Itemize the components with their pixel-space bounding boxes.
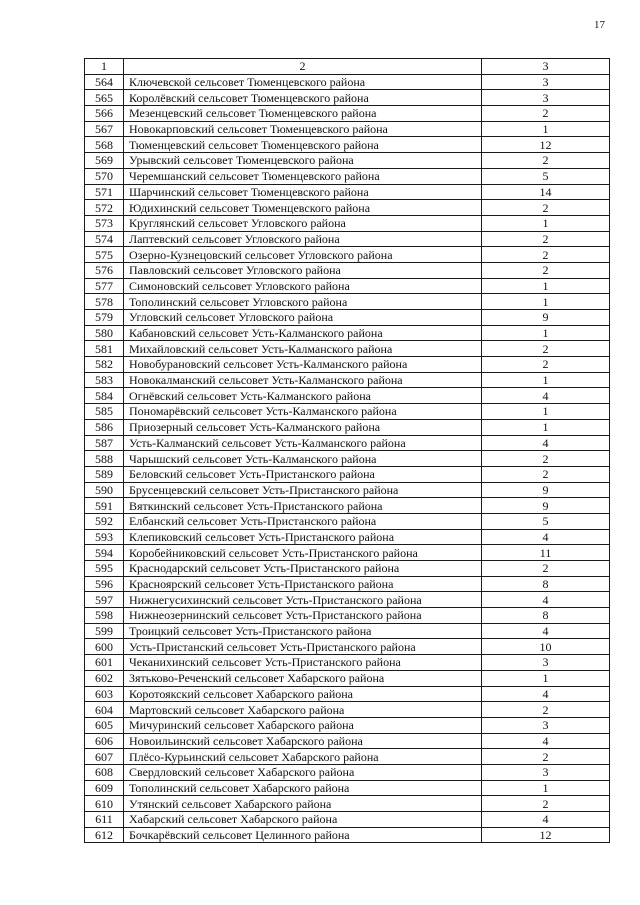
column-header-name: 2 <box>124 59 482 75</box>
row-number-cell: 588 <box>85 451 124 467</box>
row-number-cell: 572 <box>85 200 124 216</box>
count-cell: 2 <box>482 200 610 216</box>
settlements-table <box>84 58 610 843</box>
count-cell: 4 <box>482 812 610 828</box>
settlement-name-cell: Вяткинский сельсовет Усть-Пристанского района <box>124 498 482 514</box>
count-cell: 1 <box>482 325 610 341</box>
table-row <box>85 137 610 153</box>
count-cell: 1 <box>482 419 610 435</box>
count-cell: 4 <box>482 529 610 545</box>
row-number-cell: 607 <box>85 749 124 765</box>
table-row <box>85 561 610 577</box>
settlement-name-cell: Усть-Пристанский сельсовет Усть-Пристанского района <box>124 639 482 655</box>
table-row <box>85 247 610 263</box>
table-row <box>85 74 610 90</box>
row-number-cell: 579 <box>85 310 124 326</box>
settlement-name-cell: Кабановский сельсовет Усть-Калманского района <box>124 325 482 341</box>
table-row <box>85 529 610 545</box>
table-row <box>85 278 610 294</box>
count-cell: 2 <box>482 231 610 247</box>
settlement-name-cell: Новокарповский сельсовет Тюменцевского района <box>124 121 482 137</box>
count-cell: 9 <box>482 310 610 326</box>
row-number-cell: 609 <box>85 780 124 796</box>
table-row <box>85 215 610 231</box>
settlement-name-cell: Усть-Калманский сельсовет Усть-Калманского района <box>124 435 482 451</box>
count-cell: 1 <box>482 215 610 231</box>
settlement-name-cell: Елбанский сельсовет Усть-Пристанского района <box>124 513 482 529</box>
count-cell: 11 <box>482 545 610 561</box>
count-cell: 1 <box>482 294 610 310</box>
table-row <box>85 90 610 106</box>
count-cell: 12 <box>482 137 610 153</box>
table-row <box>85 168 610 184</box>
row-number-cell: 587 <box>85 435 124 451</box>
count-cell: 4 <box>482 733 610 749</box>
count-cell: 4 <box>482 435 610 451</box>
row-number-cell: 599 <box>85 623 124 639</box>
count-cell: 2 <box>482 451 610 467</box>
table-row <box>85 655 610 671</box>
row-number-cell: 590 <box>85 482 124 498</box>
column-header-number: 1 <box>85 59 124 75</box>
settlement-name-cell: Красноярский сельсовет Усть-Пристанского района <box>124 576 482 592</box>
row-number-cell: 575 <box>85 247 124 263</box>
table-row <box>85 310 610 326</box>
row-number-cell: 574 <box>85 231 124 247</box>
settlement-name-cell: Свердловский сельсовет Хабарского района <box>124 764 482 780</box>
settlement-name-cell: Беловский сельсовет Усть-Пристанского района <box>124 466 482 482</box>
row-number-cell: 589 <box>85 466 124 482</box>
row-number-cell: 565 <box>85 90 124 106</box>
row-number-cell: 593 <box>85 529 124 545</box>
table-row <box>85 749 610 765</box>
count-cell: 2 <box>482 153 610 169</box>
table-row <box>85 153 610 169</box>
table-row <box>85 702 610 718</box>
settlement-name-cell: Плёсо-Курьинский сельсовет Хабарского района <box>124 749 482 765</box>
count-cell: 10 <box>482 639 610 655</box>
row-number-cell: 592 <box>85 513 124 529</box>
row-number-cell: 569 <box>85 153 124 169</box>
settlement-name-cell: Хабарский сельсовет Хабарского района <box>124 812 482 828</box>
row-number-cell: 584 <box>85 388 124 404</box>
table-row <box>85 341 610 357</box>
table-row <box>85 200 610 216</box>
row-number-cell: 603 <box>85 686 124 702</box>
settlement-name-cell: Мартовский сельсовет Хабарского района <box>124 702 482 718</box>
table-row <box>85 717 610 733</box>
table-row <box>85 513 610 529</box>
row-number-cell: 594 <box>85 545 124 561</box>
row-number-cell: 611 <box>85 812 124 828</box>
count-cell: 4 <box>482 388 610 404</box>
count-cell: 1 <box>482 670 610 686</box>
row-number-cell: 597 <box>85 592 124 608</box>
count-cell: 1 <box>482 121 610 137</box>
count-cell: 2 <box>482 106 610 122</box>
page-number: 17 <box>594 19 605 31</box>
settlement-name-cell: Коротоякский сельсовет Хабарского района <box>124 686 482 702</box>
table-row <box>85 796 610 812</box>
count-cell: 1 <box>482 278 610 294</box>
settlement-name-cell: Огнёвский сельсовет Усть-Калманского района <box>124 388 482 404</box>
row-number-cell: 573 <box>85 215 124 231</box>
row-number-cell: 570 <box>85 168 124 184</box>
settlement-name-cell: Новобурановский сельсовет Усть-Калманского района <box>124 357 482 373</box>
row-number-cell: 600 <box>85 639 124 655</box>
count-cell: 2 <box>482 341 610 357</box>
row-number-cell: 580 <box>85 325 124 341</box>
row-number-cell: 606 <box>85 733 124 749</box>
settlement-name-cell: Угловский сельсовет Угловского района <box>124 310 482 326</box>
settlement-name-cell: Новокалманский сельсовет Усть-Калманского района <box>124 372 482 388</box>
count-cell: 2 <box>482 262 610 278</box>
row-number-cell: 581 <box>85 341 124 357</box>
table-row <box>85 404 610 420</box>
table-body <box>85 74 610 843</box>
settlement-name-cell: Пономарёвский сельсовет Усть-Калманского района <box>124 404 482 420</box>
count-cell: 2 <box>482 247 610 263</box>
table-row <box>85 435 610 451</box>
settlement-name-cell: Новоильинский сельсовет Хабарского района <box>124 733 482 749</box>
row-number-cell: 604 <box>85 702 124 718</box>
settlement-name-cell: Нижнеозернинский сельсовет Усть-Пристанского района <box>124 608 482 624</box>
settlement-name-cell: Нижнегусихинский сельсовет Усть-Пристанского района <box>124 592 482 608</box>
column-header-count: 3 <box>482 59 610 75</box>
table-row <box>85 388 610 404</box>
settlement-name-cell: Зятьково-Реченский сельсовет Хабарского района <box>124 670 482 686</box>
count-cell: 5 <box>482 513 610 529</box>
row-number-cell: 567 <box>85 121 124 137</box>
table-row <box>85 592 610 608</box>
row-number-cell: 591 <box>85 498 124 514</box>
table-row <box>85 780 610 796</box>
settlement-name-cell: Чарышский сельсовет Усть-Калманского района <box>124 451 482 467</box>
settlement-name-cell: Утянский сельсовет Хабарского района <box>124 796 482 812</box>
settlement-name-cell: Круглянский сельсовет Угловского района <box>124 215 482 231</box>
count-cell: 8 <box>482 608 610 624</box>
row-number-cell: 601 <box>85 655 124 671</box>
table-row <box>85 372 610 388</box>
row-number-cell: 564 <box>85 74 124 90</box>
table-row <box>85 121 610 137</box>
count-cell: 2 <box>482 796 610 812</box>
row-number-cell: 578 <box>85 294 124 310</box>
count-cell: 4 <box>482 623 610 639</box>
table-row <box>85 106 610 122</box>
table-row <box>85 827 610 843</box>
count-cell: 1 <box>482 404 610 420</box>
row-number-cell: 605 <box>85 717 124 733</box>
count-cell: 2 <box>482 702 610 718</box>
count-cell: 3 <box>482 717 610 733</box>
row-number-cell: 608 <box>85 764 124 780</box>
table-row <box>85 482 610 498</box>
settlement-name-cell: Чеканихинский сельсовет Усть-Пристанского района <box>124 655 482 671</box>
table-row <box>85 357 610 373</box>
row-number-cell: 577 <box>85 278 124 294</box>
row-number-cell: 568 <box>85 137 124 153</box>
count-cell: 1 <box>482 780 610 796</box>
row-number-cell: 582 <box>85 357 124 373</box>
table-row <box>85 733 610 749</box>
settlement-name-cell: Симоновский сельсовет Угловского района <box>124 278 482 294</box>
count-cell: 4 <box>482 686 610 702</box>
row-number-cell: 576 <box>85 262 124 278</box>
table-row <box>85 451 610 467</box>
count-cell: 4 <box>482 592 610 608</box>
count-cell: 12 <box>482 827 610 843</box>
settlement-name-cell: Ключевской сельсовет Тюменцевского района <box>124 74 482 90</box>
count-cell: 14 <box>482 184 610 200</box>
count-cell: 3 <box>482 764 610 780</box>
settlement-name-cell: Троицкий сельсовет Усть-Пристанского района <box>124 623 482 639</box>
settlement-name-cell: Павловский сельсовет Угловского района <box>124 262 482 278</box>
count-cell: 2 <box>482 561 610 577</box>
count-cell: 2 <box>482 466 610 482</box>
count-cell: 3 <box>482 655 610 671</box>
table-row <box>85 686 610 702</box>
row-number-cell: 585 <box>85 404 124 420</box>
table-row <box>85 670 610 686</box>
count-cell: 9 <box>482 482 610 498</box>
row-number-cell: 596 <box>85 576 124 592</box>
table-row <box>85 764 610 780</box>
settlement-name-cell: Приозерный сельсовет Усть-Калманского района <box>124 419 482 435</box>
settlement-name-cell: Бочкарёвский сельсовет Целинного района <box>124 827 482 843</box>
row-number-cell: 612 <box>85 827 124 843</box>
count-cell: 1 <box>482 372 610 388</box>
row-number-cell: 566 <box>85 106 124 122</box>
table-row <box>85 419 610 435</box>
settlement-name-cell: Лаптевский сельсовет Угловского района <box>124 231 482 247</box>
settlement-name-cell: Черемшанский сельсовет Тюменцевского района <box>124 168 482 184</box>
settlement-name-cell: Тополинский сельсовет Хабарского района <box>124 780 482 796</box>
table-row <box>85 623 610 639</box>
table-row <box>85 812 610 828</box>
table-row <box>85 325 610 341</box>
table-row <box>85 545 610 561</box>
table-row <box>85 576 610 592</box>
count-cell: 2 <box>482 749 610 765</box>
table-row <box>85 294 610 310</box>
count-cell: 3 <box>482 74 610 90</box>
row-number-cell: 598 <box>85 608 124 624</box>
settlement-name-cell: Королёвский сельсовет Тюменцевского района <box>124 90 482 106</box>
settlement-name-cell: Клепиковский сельсовет Усть-Пристанского района <box>124 529 482 545</box>
table-row <box>85 262 610 278</box>
settlement-name-cell: Тополинский сельсовет Угловского района <box>124 294 482 310</box>
row-number-cell: 602 <box>85 670 124 686</box>
row-number-cell: 610 <box>85 796 124 812</box>
row-number-cell: 583 <box>85 372 124 388</box>
settlement-name-cell: Тюменцевский сельсовет Тюменцевского района <box>124 137 482 153</box>
table-row <box>85 498 610 514</box>
settlement-name-cell: Коробейниковский сельсовет Усть-Пристанского района <box>124 545 482 561</box>
settlement-name-cell: Мичуринский сельсовет Хабарского района <box>124 717 482 733</box>
settlement-name-cell: Урывский сельсовет Тюменцевского района <box>124 153 482 169</box>
table-header-row <box>85 59 610 75</box>
settlement-name-cell: Брусенцевский сельсовет Усть-Пристанского района <box>124 482 482 498</box>
table-row <box>85 639 610 655</box>
settlement-name-cell: Краснодарский сельсовет Усть-Пристанского района <box>124 561 482 577</box>
count-cell: 9 <box>482 498 610 514</box>
settlement-name-cell: Озерно-Кузнецовский сельсовет Угловского района <box>124 247 482 263</box>
table-row <box>85 608 610 624</box>
count-cell: 2 <box>482 357 610 373</box>
table-row <box>85 231 610 247</box>
settlement-name-cell: Михайловский сельсовет Усть-Калманского района <box>124 341 482 357</box>
row-number-cell: 571 <box>85 184 124 200</box>
row-number-cell: 586 <box>85 419 124 435</box>
table-row <box>85 184 610 200</box>
settlement-name-cell: Шарчинский сельсовет Тюменцевского района <box>124 184 482 200</box>
count-cell: 8 <box>482 576 610 592</box>
row-number-cell: 595 <box>85 561 124 577</box>
table-row <box>85 466 610 482</box>
settlement-name-cell: Юдихинский сельсовет Тюменцевского района <box>124 200 482 216</box>
settlement-name-cell: Мезенцевский сельсовет Тюменцевского района <box>124 106 482 122</box>
count-cell: 3 <box>482 90 610 106</box>
count-cell: 5 <box>482 168 610 184</box>
